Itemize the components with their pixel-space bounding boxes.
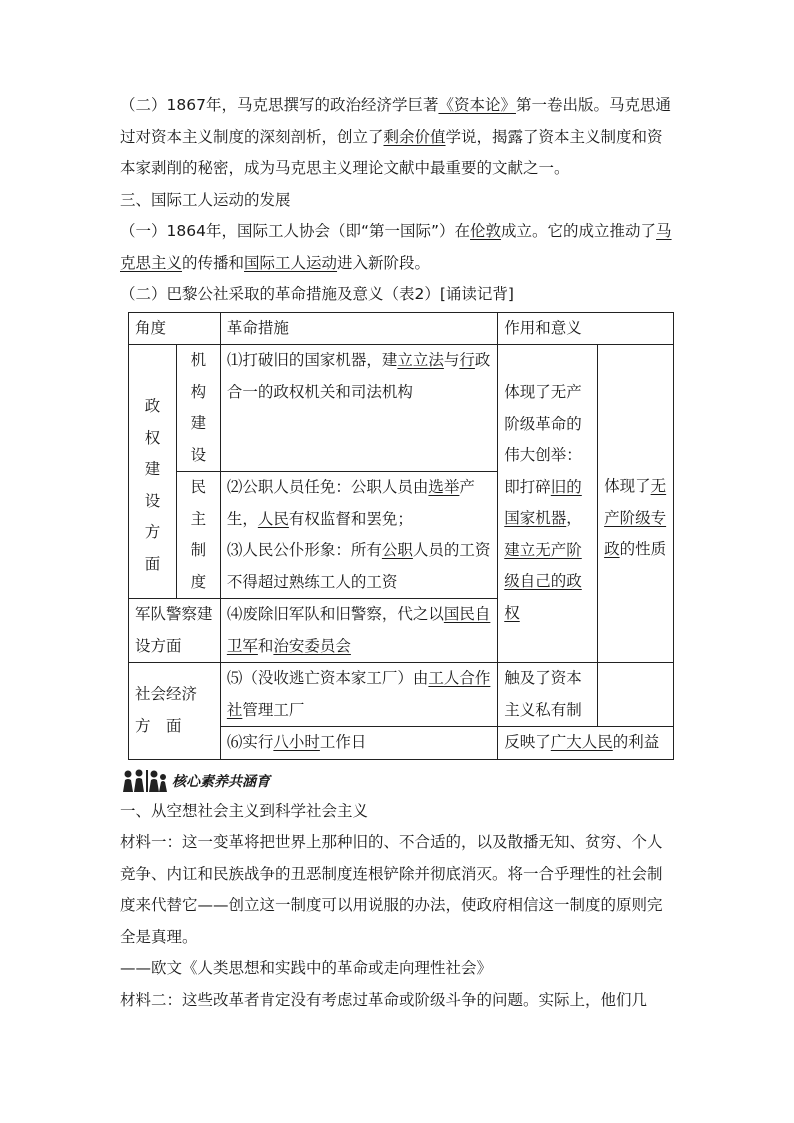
significance-4: 反映了广大人民的利益 bbox=[498, 727, 674, 760]
text: 第一卷出版。马克思通过对资本主义制度的深刻剖析，创立了 bbox=[120, 96, 671, 146]
material-1-source: ——欧文《人类思想和实践中的革命或走向理性社会》 bbox=[120, 959, 493, 977]
section-heading: 一、从空想社会主义到科学社会主义 bbox=[120, 801, 369, 820]
header-measures: 革命措施 bbox=[220, 312, 497, 345]
org-label: 机 构 建 设 bbox=[176, 345, 220, 472]
text: 进入新阶段。 bbox=[337, 253, 431, 272]
underlined-term: 《资本论》 bbox=[438, 96, 516, 114]
measure-4: ⑷废除旧军队和旧警察，代之以国民自卫军和治安委员会 bbox=[220, 599, 497, 663]
material-1: 材料一：这一变革将把世界上那种旧的、不合适的，以及散播无知、贫穷、个人竞争、内讧和民族战争的丑恶制度连根铲除并彻底消灭。将一合乎理性的社会制度来代替它——创立这一制度可以用说服的办法，使政府相信这一制度的原则完全是真理。 bbox=[120, 833, 663, 946]
page bbox=[120, 90, 675, 1016]
underlined-term: 马克思主义 bbox=[120, 222, 672, 272]
paragraph-first-international bbox=[120, 216, 675, 279]
text: 学说，揭露了资本主义制度和资本家剥削的秘密，成为马克思主义理论文献中最重要的文献之一。 bbox=[120, 127, 663, 177]
significance-2: 体现了无产阶级专政的性质 bbox=[598, 345, 674, 663]
measure-1: ⑴打破旧的国家机器，建立立法与行政合一的政权机关和司法机构 bbox=[220, 345, 497, 472]
people-icon bbox=[120, 768, 168, 794]
material-2: 材料二：这些改革者肯定没有考虑过革命或阶级斗争的问题。实际上，他们几 bbox=[120, 990, 648, 1009]
banner-title: 核心素养共涵育 bbox=[172, 773, 270, 790]
social-label: 社会经济 方 面 bbox=[129, 663, 221, 760]
section-heading: 三、国际工人运动的发展 bbox=[120, 190, 291, 209]
measure-6: ⑹实行八小时工作日 bbox=[220, 727, 497, 760]
text: 成立。它的成立推动了 bbox=[501, 222, 657, 240]
text: 的传播和 bbox=[182, 253, 245, 272]
underlined-term: 剩余价值 bbox=[383, 127, 446, 146]
header-significance: 作用和意义 bbox=[498, 312, 674, 345]
section-banner bbox=[120, 766, 675, 796]
header-angle: 角度 bbox=[129, 312, 221, 345]
gov-label: 政 权 建 设 方 面 bbox=[129, 345, 177, 599]
table-row bbox=[129, 345, 674, 472]
text: （二）1867年，马克思撰写的政治经济学巨著 bbox=[120, 96, 439, 114]
measure-2-3: ⑵公职人员任免：公职人员由选举产生，人民有权监督和罢免； ⑶人民公仆形象：所有公职人员的工资不得超过熟练工人的工资 bbox=[220, 472, 497, 599]
table-header-row bbox=[129, 312, 674, 345]
significance-1: 体现了无产阶级革命的伟大创举：即打碎旧的国家机器，建立无产阶级自己的政权 bbox=[498, 345, 598, 663]
significance-3: 触及了资本主义私有制 bbox=[498, 663, 598, 727]
dem-label: 民 主 制 度 bbox=[176, 472, 220, 599]
military-label: 军队警察建设方面 bbox=[129, 599, 221, 663]
table-row bbox=[129, 663, 674, 727]
text: （一）1864年，国际工人协会（即“第一国际”）在 bbox=[120, 222, 471, 240]
measure-5: ⑸（没收逃亡资本家工厂）由工人合作社管理工厂 bbox=[220, 663, 497, 727]
underlined-term: 国际工人运动 bbox=[244, 253, 338, 272]
paragraph-capital bbox=[120, 90, 675, 185]
underlined-term: 伦敦 bbox=[470, 222, 502, 240]
table-caption: （二）巴黎公社采取的革命措施及意义（表2）[诵读记背] bbox=[120, 285, 514, 303]
commune-measures-table bbox=[128, 312, 674, 760]
